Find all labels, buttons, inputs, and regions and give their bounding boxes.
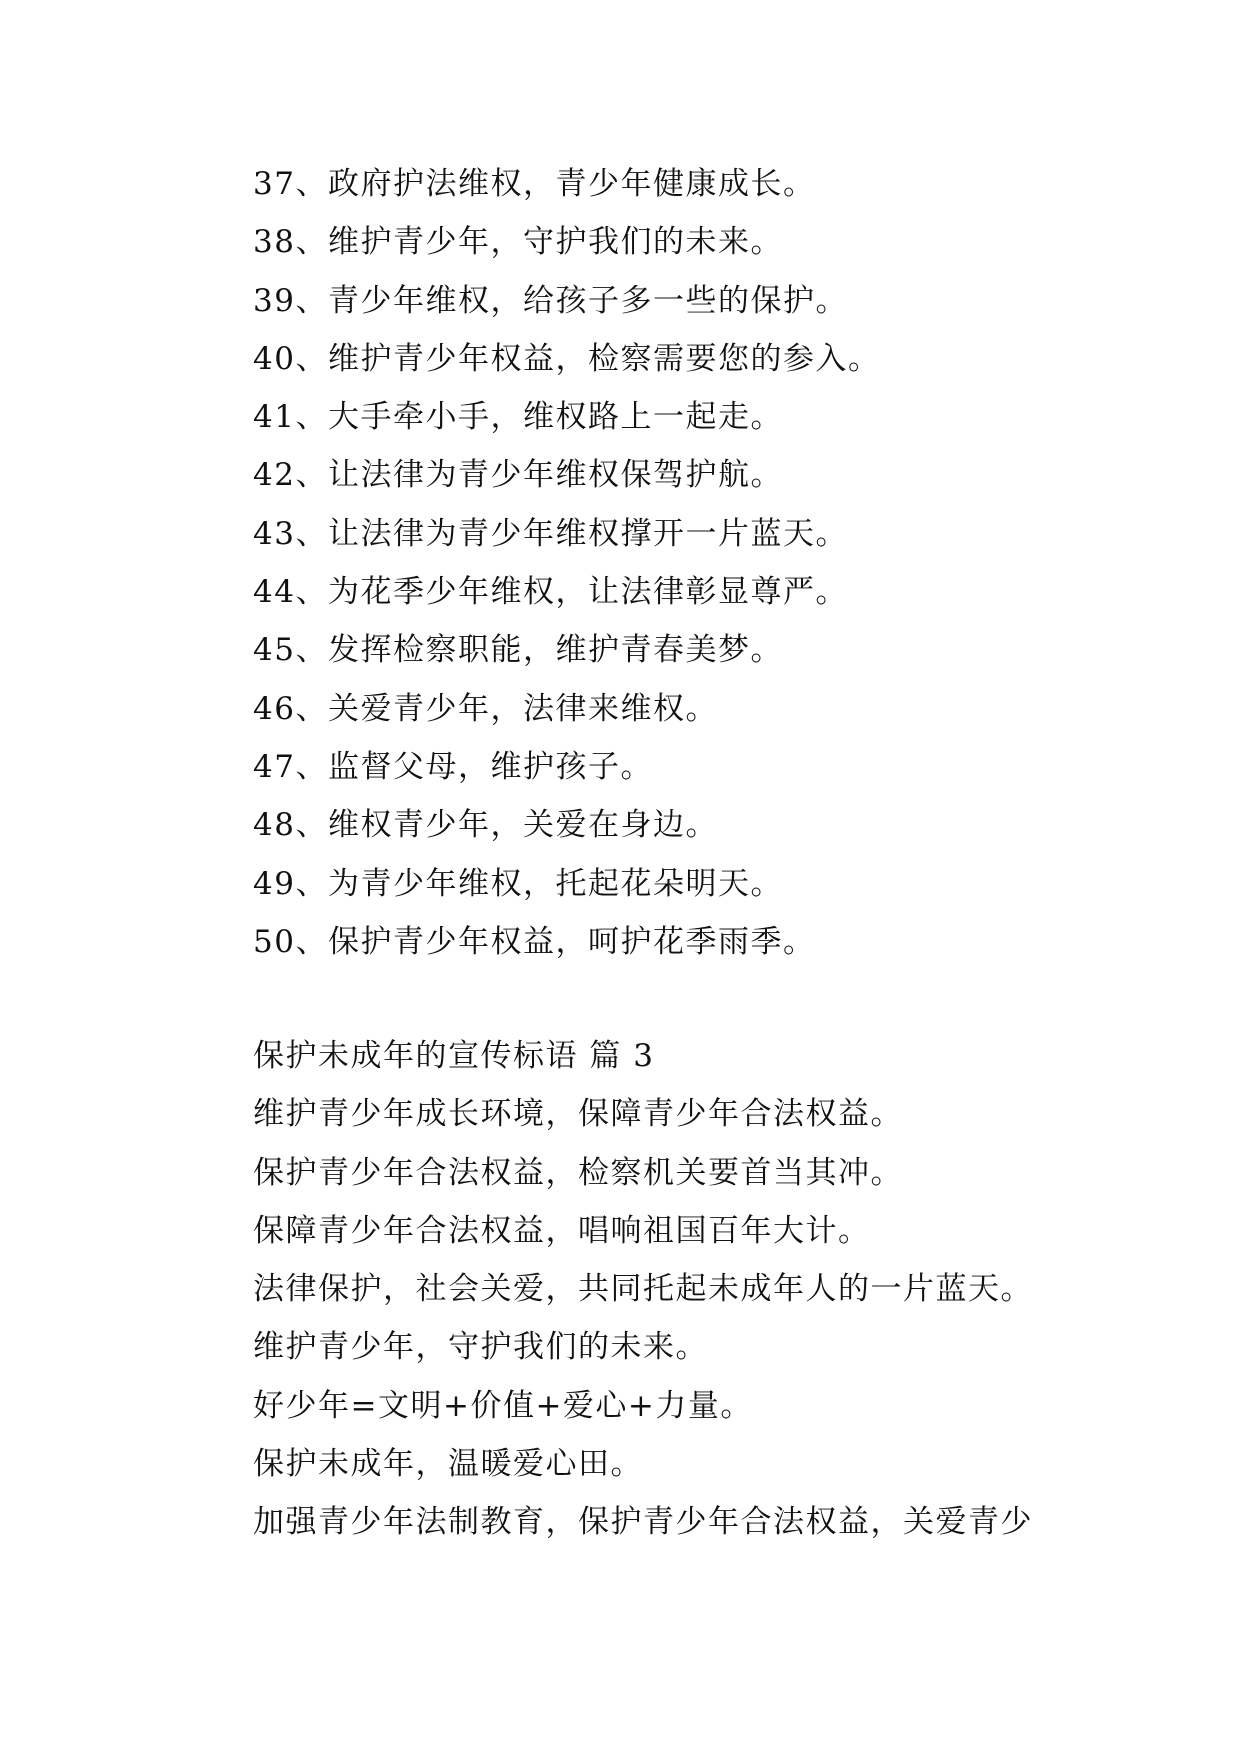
slogan-item: 37、政府护法维权，青少年健康成长。 <box>253 166 816 202</box>
slogan-item: 48、维权青少年，关爱在身边。 <box>253 807 718 844</box>
slogan-item: 50、保护青少年权益，呵护花季雨季。 <box>253 923 816 960</box>
slogan-item: 43、让法律为青少年维权撑开一片蓝天。 <box>253 515 848 552</box>
section-heading: 保护未成年的宣传标语 篇 3 <box>253 1038 655 1074</box>
slogan-item: 38、维护青少年，守护我们的未来。 <box>253 224 783 261</box>
slogan-item: 42、让法律为青少年维权保驾护航。 <box>253 457 783 494</box>
slogan-item: 44、为花季少年维权，让法律彰显尊严。 <box>253 574 848 611</box>
section-line: 法律保护，社会关爱，共同托起未成年人的一片蓝天。 <box>253 1271 1033 1308</box>
section-line: 加强青少年法制教育，保护青少年合法权益，关爱青少 <box>253 1504 1033 1541</box>
slogan-item: 45、发挥检察职能，维护青春美梦。 <box>253 632 783 669</box>
section-line: 保护青少年合法权益，检察机关要首当其冲。 <box>253 1154 903 1191</box>
slogan-item: 39、青少年维权，给孩子多一些的保护。 <box>253 282 848 319</box>
section-3 <box>253 1027 1213 1552</box>
section-line: 好少年=文明+价值+爱心+力量。 <box>253 1387 753 1424</box>
section-line: 保护未成年，温暖爱心田。 <box>253 1446 643 1483</box>
slogan-item: 40、维护青少年权益，检察需要您的参入。 <box>253 340 881 377</box>
numbered-slogan-list <box>253 155 1213 971</box>
slogan-item: 41、大手牵小手，维权路上一起走。 <box>253 399 783 436</box>
slogan-item: 46、关爱青少年，法律来维权。 <box>253 690 718 727</box>
section-line: 维护青少年，守护我们的未来。 <box>253 1329 708 1366</box>
section-line: 保障青少年合法权益，唱响祖国百年大计。 <box>253 1212 871 1249</box>
section-line: 维护青少年成长环境，保障青少年合法权益。 <box>253 1096 903 1133</box>
slogan-item: 47、监督父母，维护孩子。 <box>253 748 653 785</box>
slogan-item: 49、为青少年维权，托起花朵明天。 <box>253 865 783 902</box>
